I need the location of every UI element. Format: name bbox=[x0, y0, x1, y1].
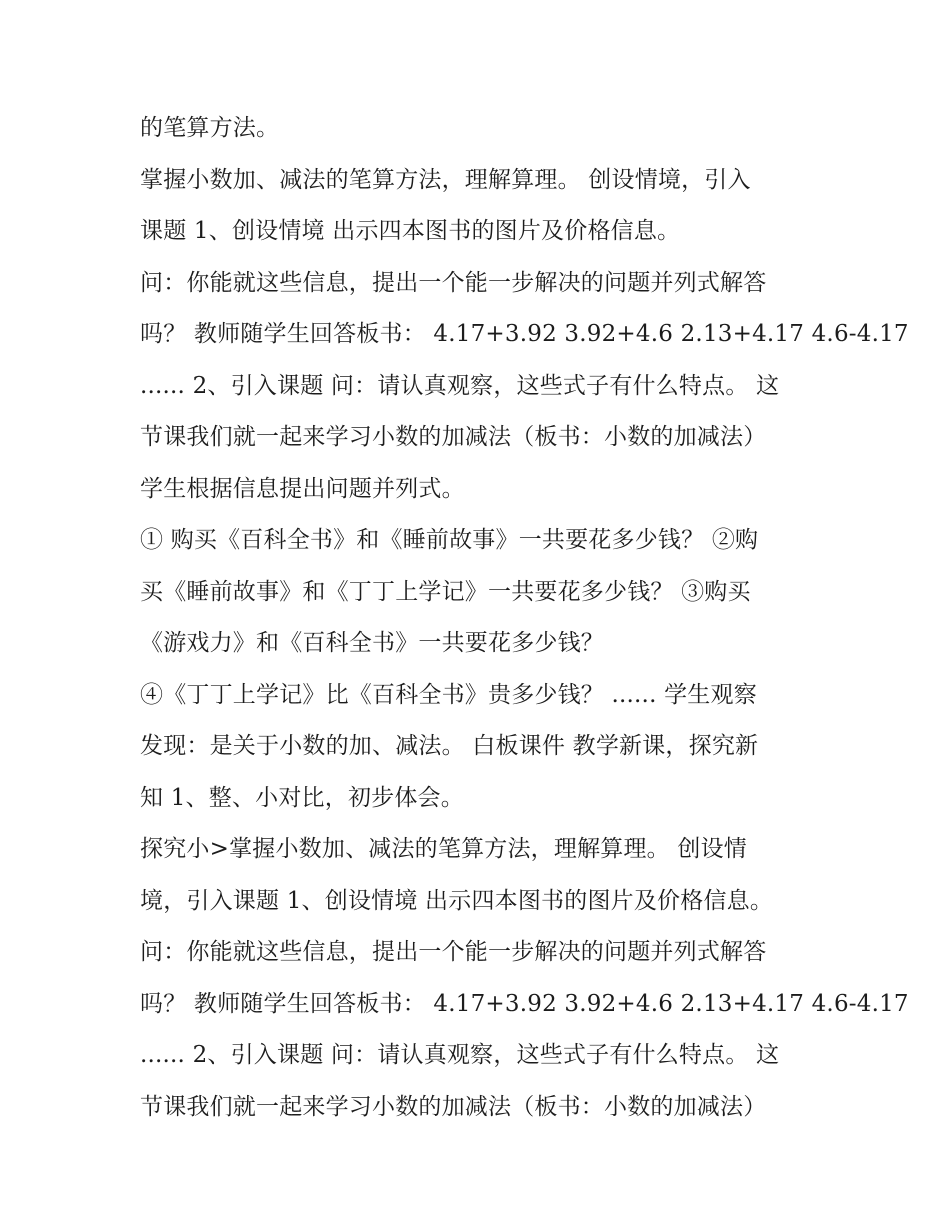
text-line: 课题 1、创设情境 出示四本图书的图片及价格信息。 bbox=[140, 218, 681, 244]
text-line: ...... 2、引入课题 问：请认真观察，这些式子有什么特点。 这 bbox=[140, 372, 780, 399]
text-line: 节课我们就一起来学习小数的加减法（板书：小数的加减法） bbox=[140, 1093, 767, 1120]
text-line: 境，引入课题 1、创设情境 出示四本图书的图片及价格信息。 bbox=[140, 887, 774, 914]
text-line: 《游戏力》和《百科全书》一共要花多少钱？ bbox=[140, 630, 604, 656]
text-line: 掌握小数加、减法的笔算方法，理解算理。 创设情境，引入 bbox=[140, 166, 751, 193]
text-line: 问：你能就这些信息，提出一个能一步解决的问题并列式解答 bbox=[140, 269, 767, 296]
text-line: 探究小>掌握小数加、减法的笔算方法，理解算理。 创设情 bbox=[140, 836, 747, 862]
text-lines bbox=[140, 106, 909, 1136]
text-line: 吗？ 教师随学生回答板书： 4.17+3.92 3.92+4.6 2.13+4.17 4.6-4.17 bbox=[140, 321, 909, 347]
text-line: 吗？ 教师随学生回答板书： 4.17+3.92 3.92+4.6 2.13+4.17 4.6-4.17 bbox=[140, 990, 909, 1017]
text-line: 的笔算方法。 bbox=[140, 115, 280, 141]
text-line: ④《丁丁上学记》比《百科全书》贵多少钱？ ...... 学生观察 bbox=[140, 681, 757, 708]
text-line: 知 1、整、小对比，初步体会。 bbox=[140, 784, 464, 811]
text-line: 节课我们就一起来学习小数的加减法（板书：小数的加减法） bbox=[140, 424, 767, 450]
text-line: 问：你能就这些信息，提出一个能一步解决的问题并列式解答 bbox=[140, 939, 767, 965]
text-line: 学生根据信息提出问题并列式。 bbox=[140, 475, 465, 502]
text-line: 买《睡前故事》和《丁丁上学记》一共要花多少钱？ ③购买 bbox=[140, 578, 751, 605]
text-line: ...... 2、引入课题 问：请认真观察，这些式子有什么特点。 这 bbox=[140, 1042, 780, 1068]
text-line: ① 购买《百科全书》和《睡前故事》一共要花多少钱？ ②购 bbox=[140, 527, 759, 553]
text-line: 发现：是关于小数的加、减法。 白板课件 教学新课，探究新 bbox=[140, 733, 759, 759]
